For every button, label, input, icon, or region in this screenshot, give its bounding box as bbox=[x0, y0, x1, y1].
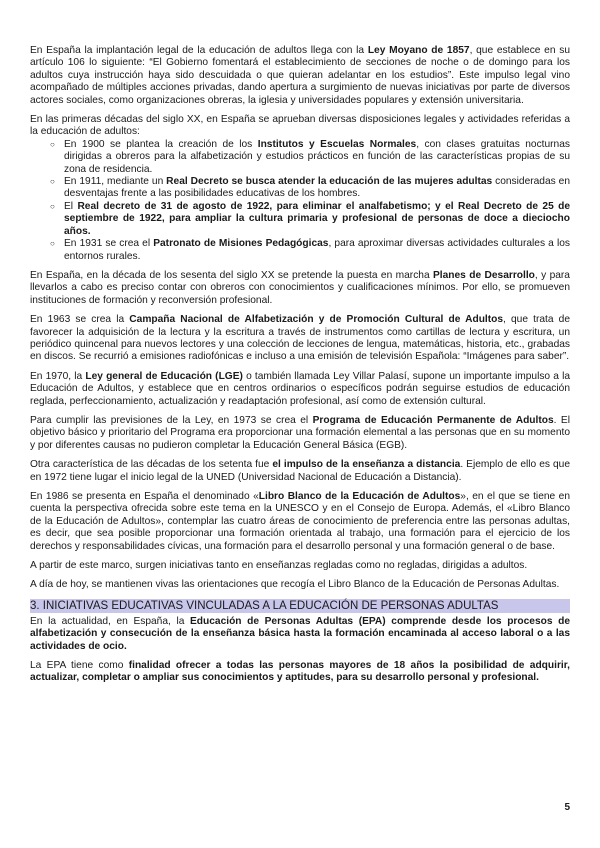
paragraph-lge-1970: En 1970, la Ley general de Educación (LGE) o también llamada Ley Villar Palasí, supone un importante impulso a la Educación de Adultos, y establece que en centros ordinarios o específicos podrán seguirse estudios de educación reglada, perfeccionamiento, actualización y readaptación profesional, así como de extensión cultural. bbox=[30, 370, 571, 407]
list-item: ○ En 1900 se plantea la creación de los Institutos y Escuelas Normales, con clases gratuitas nocturnas dirigidas a obreros para la alfabetización y estudios prácticos en función de las características propias de su zona de residencia. bbox=[64, 139, 570, 176]
bullet-list-siglo-xx bbox=[30, 139, 570, 263]
paragraph-epa-definition: En la actualidad, en España, la Educación de Personas Adultas (EPA) comprende desde los procesos de alfabetización y consecución de la enseñanza básica hasta la formación encaminada al acceso laboral o a las actividades de ocio. bbox=[30, 615, 570, 652]
paragraph-programa-1973: Para cumplir las previsiones de la Ley, en 1973 se crea el Programa de Educación Permanente de Adultos. El objetivo básico y prioritario del Programa era proporcionar una formación elemental a las personas que en su momento y por diferentes causas no pudieron completar la Educación General Básica (EGB). bbox=[30, 414, 570, 451]
paragraph-campana-1963: En 1963 se crea la Campaña Nacional de Alfabetización y de Promoción Cultural de Adultos, que trata de favorecer la adquisición de la lectura y la escritura a través de instrumentos como cartillas de lectura y escritura, un periódico quincenal para nuevos lectores y una colección de lecciones de lengua, matemáticas, historia, etc., grabadas en discos. Se recurrió a emisiones radiofónicas e incluso a una emisión de televisión Española: “Imágenes para saber”. bbox=[30, 314, 570, 363]
list-item: ○ En 1931 se crea el Patronato de Misiones Pedagógicas, para aproximar diversas actividades culturales a los entornos rurales. bbox=[64, 238, 570, 263]
list-item: ○ El Real decreto de 31 de agosto de 1922, para eliminar el analfabetismo; y el Real Decreto de 25 de septiembre de 1922, para ampliar la cultura primaria y profesional de personas de doce a dieciocho años. bbox=[64, 201, 570, 238]
paragraph-epa-finalidad: La EPA tiene como finalidad ofrecer a todas las personas mayores de 18 años la posibilidad de adquirir, actualizar, completar o ampliar sus conocimientos y aptitudes, para su desarrollo personal y profesional. bbox=[30, 660, 570, 684]
paragraph-planes-desarrollo: En España, en la década de los sesenta del siglo XX se pretende la puesta en marcha Planes de Desarrollo, y para llevarlos a cabo es preciso contar con obreros con conocimientos y cualificaciones mínimos. Por ello, se promueven instituciones de formación y reconversión profesional. bbox=[30, 269, 570, 306]
page-content bbox=[30, 45, 570, 692]
paragraph-actualidad: A día de hoy, se mantienen vivas las orientaciones que recogía el Libro Blanco de la Educación de Personas Adultas. bbox=[30, 579, 560, 591]
paragraph-ensenanza-distancia: Otra característica de las décadas de los setenta fue el impulso de la enseñanza a distancia. Ejemplo de ello es que en 1972 tiene lugar el inicio legal de la UNED (Universidad Nacional de Educación a Distancia). bbox=[30, 459, 570, 483]
list-item: ○ En 1911, mediante un Real Decreto se busca atender la educación de las mujeres adultas consideradas en desventajas frente a las posibilidades educativas de los hombres. bbox=[64, 176, 570, 201]
paragraph-libro-blanco: En 1986 se presenta en España el denominado «Libro Blanco de la Educación de Adultos», en el que se tiene en cuenta la perspectiva ofrecida sobre este tema en la UNESCO y en el Consejo de Europa. Además, el «Libro Blanco de la Educación de Adultos», contemplar las cuatro áreas de conocimiento de preferencia entre las personas adultas, es decir, que sea posible proporcionar una formación orientada al trabajo, una formación para el ejercicio de los derechos y responsabilidades cívicas, una formación para el desarrollo personal y una formación general o de base. bbox=[30, 491, 570, 552]
page-number: 5 bbox=[564, 802, 570, 813]
paragraph-ley-moyano: En España la implantación legal de la educación de adultos llega con la Ley Moyano de 1857, que establece en su artículo 106 lo siguiente: “El Gobierno fomentará el establecimiento de secciones de noche o de domingo para los adultos cuya instrucción haya sido descuidada o que quieran adelantar en los estudios”. Este impulso legal vino acompañado de múltiples acciones privadas, dando apertura a surgimiento de nuevas iniciativas por parte de diversos actores sociales, como organizaciones obreras, la iglesia y universidades populares y extensión universitaria. bbox=[30, 45, 570, 106]
paragraph-marco: A partir de este marco, surgen iniciativas tanto en enseñanzas regladas como no regladas, dirigidas a adultos. bbox=[30, 560, 528, 572]
paragraph-siglo-xx-intro: En las primeras décadas del siglo XX, en España se aprueban diversas disposiciones legales y actividades referidas a la educación de adultos: bbox=[30, 114, 570, 138]
section-heading: 3. INICIATIVAS EDUCATIVAS VINCULADAS A LA EDUCACIÓN DE PERSONAS ADULTAS bbox=[30, 599, 570, 613]
